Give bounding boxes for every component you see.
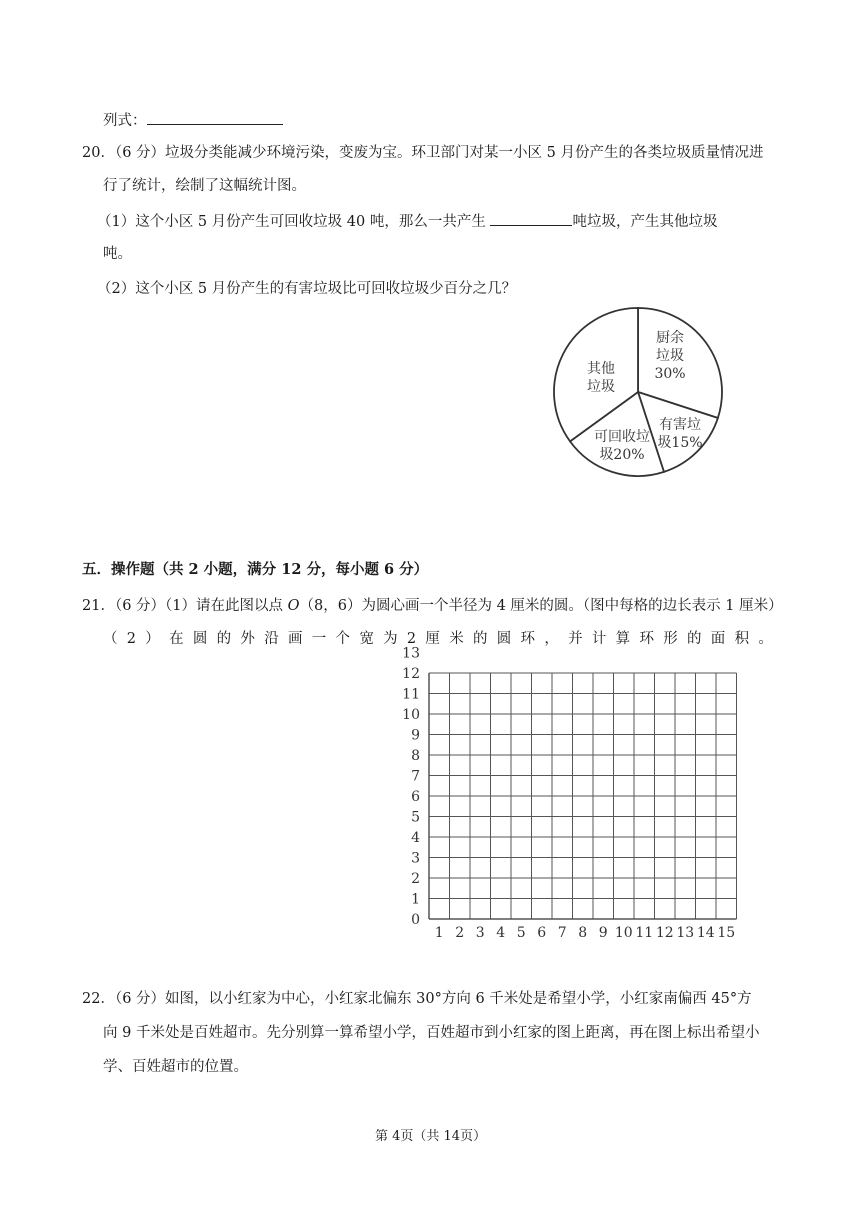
- q21-line2-char: 圆: [496, 631, 512, 647]
- q21-line2-char: 面: [710, 631, 726, 647]
- pie-slice-label: 有害垃: [659, 417, 701, 433]
- coordinate-grid: [390, 645, 760, 950]
- pie-slice-label: 圾20%: [599, 447, 645, 463]
- q21-line2-char: 计: [591, 631, 607, 647]
- q21-point-label: O: [287, 598, 300, 614]
- q21-line2-char: 的: [216, 631, 232, 647]
- q22-line3: 学、百姓超市的位置。: [103, 1059, 248, 1075]
- page-footer: 第 4页（共 14页）: [375, 1129, 487, 1144]
- grid-x-label: 8: [578, 925, 588, 941]
- q21-line2-char: 环: [639, 631, 654, 647]
- q20-part1-text-b: 吨垃圾，产生其他垃圾: [572, 214, 718, 230]
- pie-slice-label: 可回收垃: [594, 429, 650, 445]
- grid-y-label: 7: [411, 768, 420, 785]
- grid-y-label: 9: [411, 727, 420, 744]
- grid-y-label: 3: [411, 850, 420, 867]
- q21-line1: [82, 596, 783, 616]
- q19-formula-line: [103, 110, 283, 131]
- q21-line2-char: 算: [615, 631, 631, 647]
- grid-y-label: 11: [402, 686, 420, 703]
- grid-x-label: 14: [696, 925, 715, 941]
- q20-total-blank: [490, 211, 572, 226]
- grid-x-label: 2: [455, 925, 465, 941]
- grid-x-label: 4: [496, 925, 506, 941]
- grid-y-label: 6: [411, 789, 420, 805]
- q20-stem-line2: 行了统计，绘制了这幅统计图。: [103, 178, 306, 194]
- section5-heading: 五．操作题（共 2 小题，满分 12 分，每小题 6 分）: [82, 561, 429, 578]
- grid-y-label: 12: [402, 666, 420, 682]
- q21-line2-char: 米: [449, 631, 464, 647]
- q20-part1-line2: 吨。: [103, 246, 132, 262]
- q19-answer-blank: [147, 110, 283, 125]
- q20-stem-line1: 20．（6 分）垃圾分类能减少环境污染，变废为宝。环卫部门对某一小区 5 月份产生的各类垃圾质量情况进: [82, 145, 764, 161]
- pie-slice-label: 圾15%: [657, 435, 703, 451]
- q21-line2-char: 2: [406, 631, 417, 647]
- q21-line1-a: 21．（6 分）（1）请在此图以点: [82, 598, 284, 614]
- grid-y-label: 0: [411, 912, 420, 928]
- grid-x-label: 1: [434, 925, 444, 941]
- pie-chart: [550, 305, 730, 481]
- q21-line2-char: 积: [734, 631, 750, 647]
- q21-line2-char: 个: [335, 631, 351, 647]
- grid-x-label: 5: [516, 925, 526, 941]
- grid-y-label: 1: [411, 891, 420, 908]
- q21-line2-char: 沿: [264, 631, 279, 647]
- q21-line2-char: 宽: [359, 631, 374, 647]
- grid-y-label: 8: [411, 748, 420, 764]
- q21-line2-char: 画: [287, 631, 303, 647]
- q21-line2-char: 的: [687, 631, 702, 647]
- grid-x-label: 6: [537, 925, 547, 941]
- grid-y-label: 5: [411, 809, 420, 826]
- q20-part1-text-a: （1）这个小区 5 月份产生可回收垃圾 40 吨，那么一共产生: [97, 214, 486, 230]
- pie-slice-label: 其他: [587, 361, 615, 377]
- q21-line2-char: 并: [568, 631, 583, 647]
- q21-line2-char: 形: [663, 631, 678, 647]
- grid-x-label: 15: [717, 925, 736, 941]
- grid-x-label: 13: [676, 925, 695, 941]
- pie-slice-label: 垃圾: [587, 379, 615, 395]
- grid-x-label: 12: [655, 925, 674, 941]
- grid-x-label: 3: [475, 925, 485, 941]
- q22-line2: 向 9 千米处是百姓超市。先分别算一算希望小学，百姓超市到小红家的图上距离，再在图上标出希望小: [103, 1025, 760, 1041]
- grid-x-label: 7: [557, 925, 567, 941]
- q21-line2-char: ，: [544, 631, 559, 647]
- grid-y-label: 2: [411, 871, 420, 887]
- pie-slice-label: 垃圾: [656, 348, 684, 364]
- q21-line2-char: 厘: [425, 631, 440, 647]
- grid-x-label: 10: [614, 925, 633, 941]
- q21-line2-char: 圆: [192, 631, 208, 647]
- grid-y-label: 13: [402, 645, 420, 662]
- grid-y-label: 10: [402, 707, 420, 723]
- pie-slice-label: 厨余: [656, 330, 684, 346]
- q20-part1-line: [97, 211, 717, 232]
- q21-line2-char: 外: [240, 631, 255, 647]
- q21-line2-char: 在: [169, 631, 184, 647]
- q19-formula-label: 列式：: [103, 113, 147, 129]
- q21-line2-char: （: [103, 631, 118, 647]
- q21-line2-char: 为: [383, 631, 398, 647]
- q21-line2-char: 环: [520, 631, 536, 647]
- q21-line2-char: ）: [145, 631, 160, 647]
- q21-line2-char: 2: [126, 631, 137, 647]
- q21-line2: [103, 629, 773, 649]
- q21-line1-b: （8，6）为圆心画一个半径为 4 厘米的圆。（图中每格的边长表示 1 厘米）: [299, 598, 783, 614]
- grid-y-label: 4: [411, 830, 420, 846]
- q20-part2-line: （2）这个小区 5 月份产生的有害垃圾比可回收垃圾少百分之几？: [97, 281, 517, 297]
- grid-x-label: 11: [635, 925, 654, 941]
- grid-x-label: 9: [598, 925, 608, 941]
- q21-line2-char: 。: [758, 631, 773, 647]
- q21-line2-char: 一: [311, 631, 327, 647]
- pie-slice-label: 30%: [654, 366, 686, 382]
- q21-line2-char: 的: [472, 631, 488, 647]
- q22-line1: 22．（6 分）如图，以小红家为中心，小红家北偏东 30°方向 6 千米处是希望小学，小红家南偏西 45°方: [82, 991, 752, 1007]
